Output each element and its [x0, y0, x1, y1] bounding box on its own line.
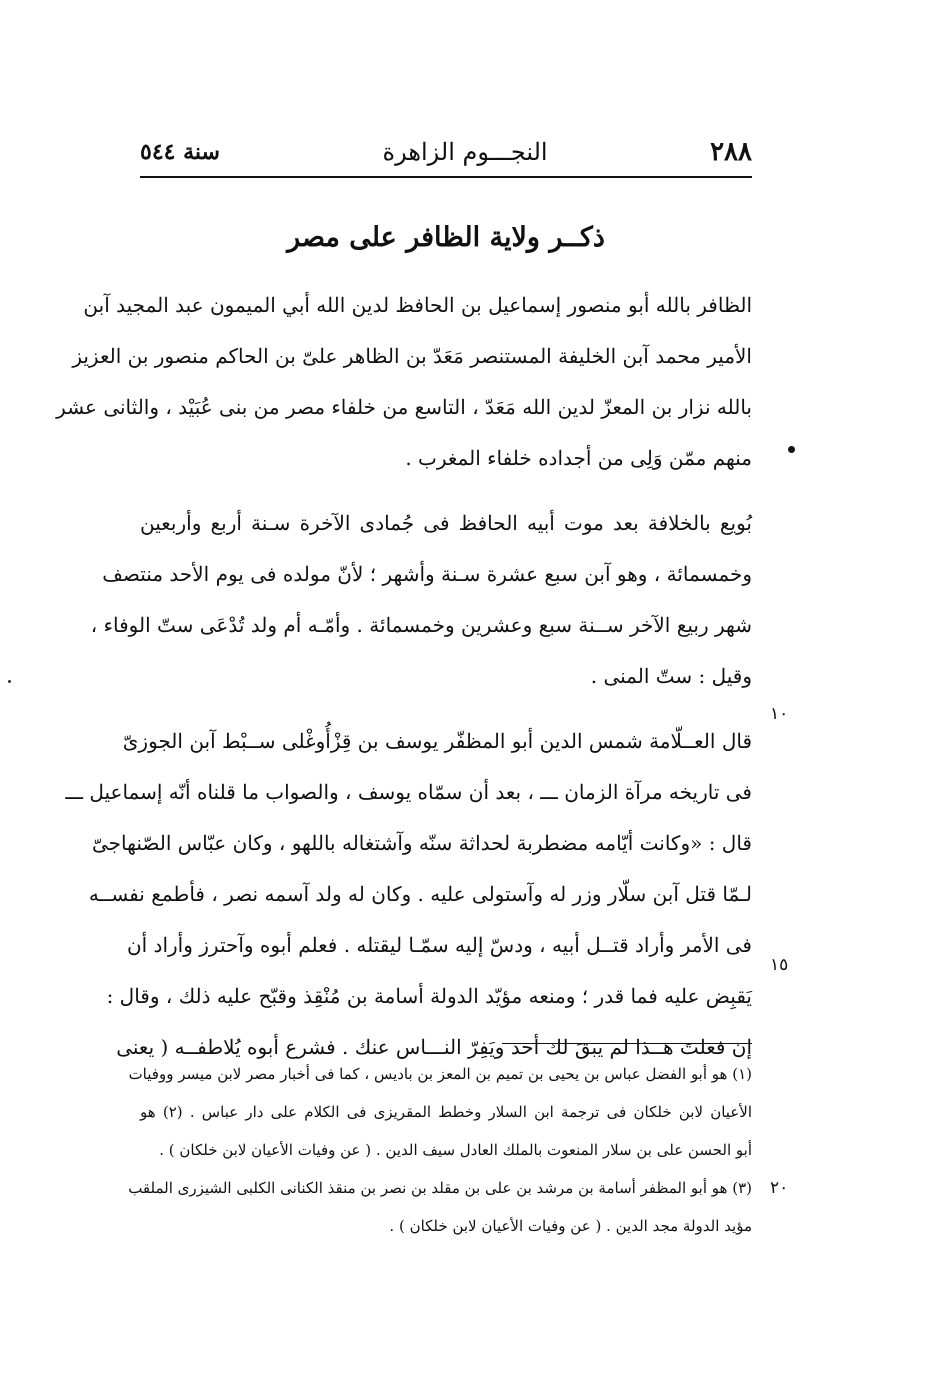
- footnote-line: أبو الحسن على بن سلار المنعوت بالملك العادل سيف الدين . ( عن وفيات الأعيان لابن خلكان ) .: [159, 1141, 752, 1159]
- body-line: لـمّا قتل آبن سلّار وزر له وآستولى عليه . وكان له ولد آسمه نصر ، فأطمع نفســه: [88, 882, 752, 906]
- body-line: قال العــلّامة شمس الدين أبو المظفّر يوسف بن قِزْأُوغْلى ســبْط آبن الجوزىّ: [122, 729, 752, 753]
- margin-line-number: ١٠: [770, 704, 789, 724]
- body-line: إن فعلتَ هــذا لم يبقَ لك أحد ويَفِرّ النـــاس عنك . فشرع أبوه يُلاطفــه ( يعنى: [116, 1035, 752, 1059]
- margin-line-number: ٢٠: [770, 1178, 789, 1198]
- body-line: بُويع بالخلافة بعد موت أبيه الحافظ فى جُمادى الآخرة سـنة أربع وأربعين: [140, 511, 752, 535]
- paragraph-gap: [140, 484, 752, 498]
- footnote-line: الأعيان لابن خلكان فى ترجمة ابن السلار وخطط المقريزى فى الكلام على دار عباس . (٢) هو: [140, 1103, 752, 1121]
- body-text: [56, 280, 752, 1073]
- body-line: فى تاريخه مرآة الزمان ـــ ، بعد أن سمّاه يوسف ، والصواب ما قلناه أنّه إسماعيل ـــ: [65, 780, 752, 804]
- section-title: ذكــر ولاية الظافر على مصر: [287, 222, 605, 253]
- paragraph-gap: [140, 702, 752, 716]
- body-line: الظافر بالله أبو منصور إسماعيل بن الحافظ لدين الله أبي الميمون عبد المجيد آبن: [83, 293, 752, 317]
- footnote-rule: [502, 1043, 752, 1044]
- footnote-line: (٣) هو أبو المظفر أسامة بن مرشد بن على بن مقلد بن نصر بن منقذ الكنانى الكلبى الشيزرى الملقب: [128, 1179, 752, 1197]
- footnotes: [128, 1055, 752, 1245]
- margin-line-number: ١٥: [770, 955, 789, 975]
- body-line: الأمير محمد آبن الخليفة المستنصر مَعَدّ بن الظاهر علىّ بن الحاكم منصور بن العزيز: [72, 344, 752, 368]
- page-number: ٢٨٨: [710, 137, 752, 167]
- body-line: يَقبِض عليه فما قدر ؛ ومنعه مؤيّد الدولة أسامة بن مُنْقِذ وقبّح عليه ذلك ، وقال :: [106, 984, 752, 1008]
- body-line: بالله نزار بن المعزّ لدين الله مَعَدّ ، التاسع من خلفاء مصر من بنى عُبَيْد ، والثانى عشر: [56, 395, 752, 419]
- body-line: منهم ممّن وَلِى من أجداده خلفاء المغرب .: [405, 446, 752, 470]
- body-line: وخمسمائة ، وهو آبن سبع عشرة سـنة وأشهر ؛ لأنّ مولده فى يوم الأحد منتصف: [102, 562, 752, 586]
- running-title: النجـــوم الزاهرة: [382, 138, 548, 166]
- footnote-line: (١) هو أبو الفضل عباس بن يحيى بن تميم بن المعز بن باديس ، كما فى أخبار مصر لابن ميسر ووفيات: [128, 1065, 752, 1083]
- scan-speck: [8, 680, 11, 683]
- body-line: وقيل : ستّ المنى .: [590, 664, 752, 688]
- body-line: قال : «وكانت أيّامه مضطربة لحداثة سنّه وآشتغاله باللهو ، وكان عبّاس الصّنهاجىّ: [92, 831, 752, 855]
- margin-bullet: [788, 446, 795, 453]
- footnote-line: مؤيد الدولة مجد الدين . ( عن وفيات الأعيان لابن خلكان ) .: [389, 1217, 752, 1235]
- page-header: [140, 132, 752, 172]
- header-year: سنة ٥٤٤: [140, 139, 220, 165]
- body-line: شهر ربيع الآخر ســنة سبع وعشرين وخمسمائة . وأمّـه أم ولد تُدْعَى ستّ الوفاء ،: [90, 613, 752, 637]
- body-line: فى الأمر وأراد قتــل أبيه ، ودسّ إليه سمّـا ليقتله . فعلم أبوه وآحترز وأراد أن: [126, 933, 752, 957]
- header-rule: [140, 176, 752, 178]
